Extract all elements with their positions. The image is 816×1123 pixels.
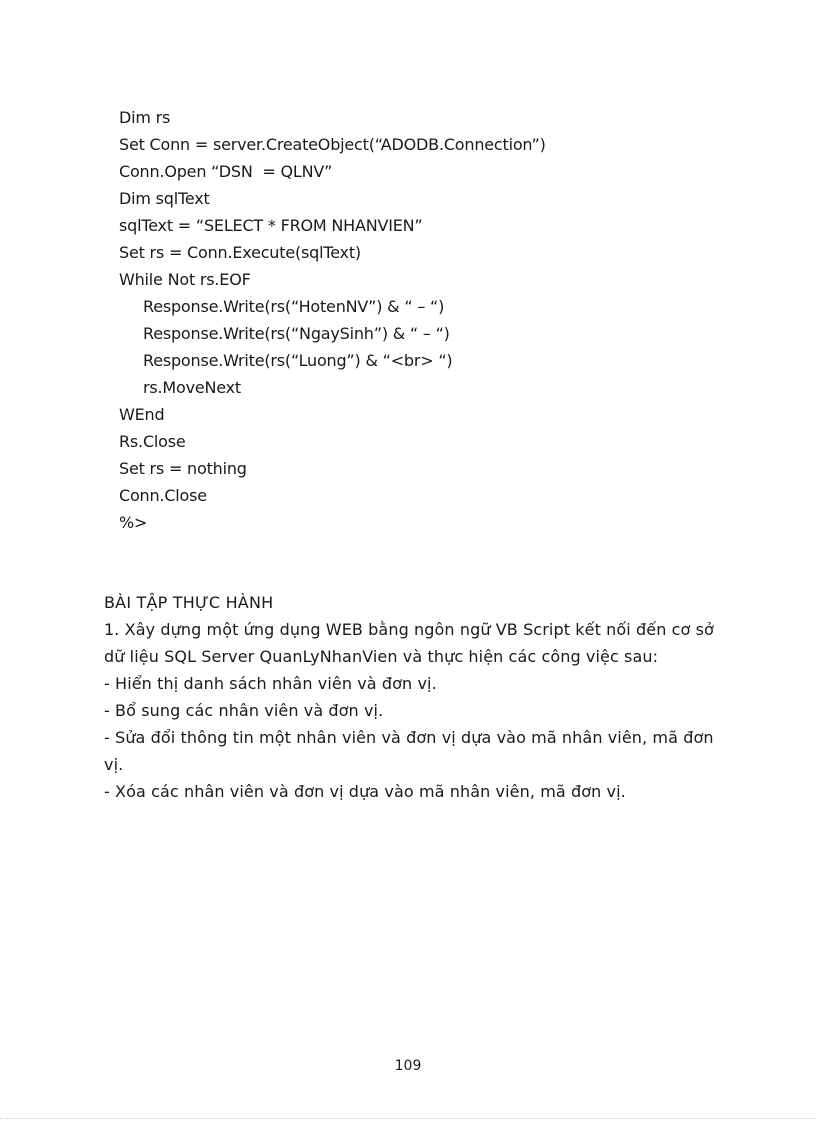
exercise-line: - Sửa đổi thông tin một nhân viên và đơn vị dựa vào mã nhân viên, mã đơn xyxy=(104,728,714,747)
code-line: %> xyxy=(119,513,148,532)
code-line: WEnd xyxy=(119,405,165,424)
code-line: While Not rs.EOF xyxy=(119,270,251,289)
code-line: Set Conn = server.CreateObject(“ADODB.Connection”) xyxy=(119,135,546,154)
code-line: Set rs = Conn.Execute(sqlText) xyxy=(119,243,361,262)
exercise-line: vị. xyxy=(104,755,124,774)
exercise-heading: BÀI TẬP THỰC HÀNH xyxy=(104,593,274,612)
page-number: 109 xyxy=(394,1058,422,1074)
exercise-section xyxy=(104,589,734,805)
code-line: rs.MoveNext xyxy=(143,378,241,397)
code-line: Conn.Open “DSN = QLNV” xyxy=(119,162,333,181)
exercise-line: - Xóa các nhân viên và đơn vị dựa vào mã nhân viên, mã đơn vị. xyxy=(104,782,626,801)
code-line: Response.Write(rs(“NgaySinh”) & “ – “) xyxy=(143,324,450,343)
exercise-line: dữ liệu SQL Server QuanLyNhanVien và thực hiện các công việc sau: xyxy=(104,647,659,666)
exercise-line: - Hiển thị danh sách nhân viên và đơn vị. xyxy=(104,674,437,693)
exercise-line: 1. Xây dựng một ứng dụng WEB bằng ngôn ngữ VB Script kết nối đến cơ sở xyxy=(104,620,714,639)
code-line: Set rs = nothing xyxy=(119,459,247,478)
exercise-line: - Bổ sung các nhân viên và đơn vị. xyxy=(104,701,384,720)
code-line: Dim rs xyxy=(119,108,171,127)
page-bottom-divider xyxy=(0,1118,816,1119)
code-line: Response.Write(rs(“HotenNV”) & “ – “) xyxy=(143,297,445,316)
code-line: Dim sqlText xyxy=(119,189,210,208)
code-line: Conn.Close xyxy=(119,486,207,505)
code-line: sqlText = “SELECT * FROM NHANVIEN” xyxy=(119,216,423,235)
code-line: Rs.Close xyxy=(119,432,186,451)
code-listing xyxy=(119,104,739,536)
code-line: Response.Write(rs(“Luong”) & “<br> “) xyxy=(143,351,453,370)
